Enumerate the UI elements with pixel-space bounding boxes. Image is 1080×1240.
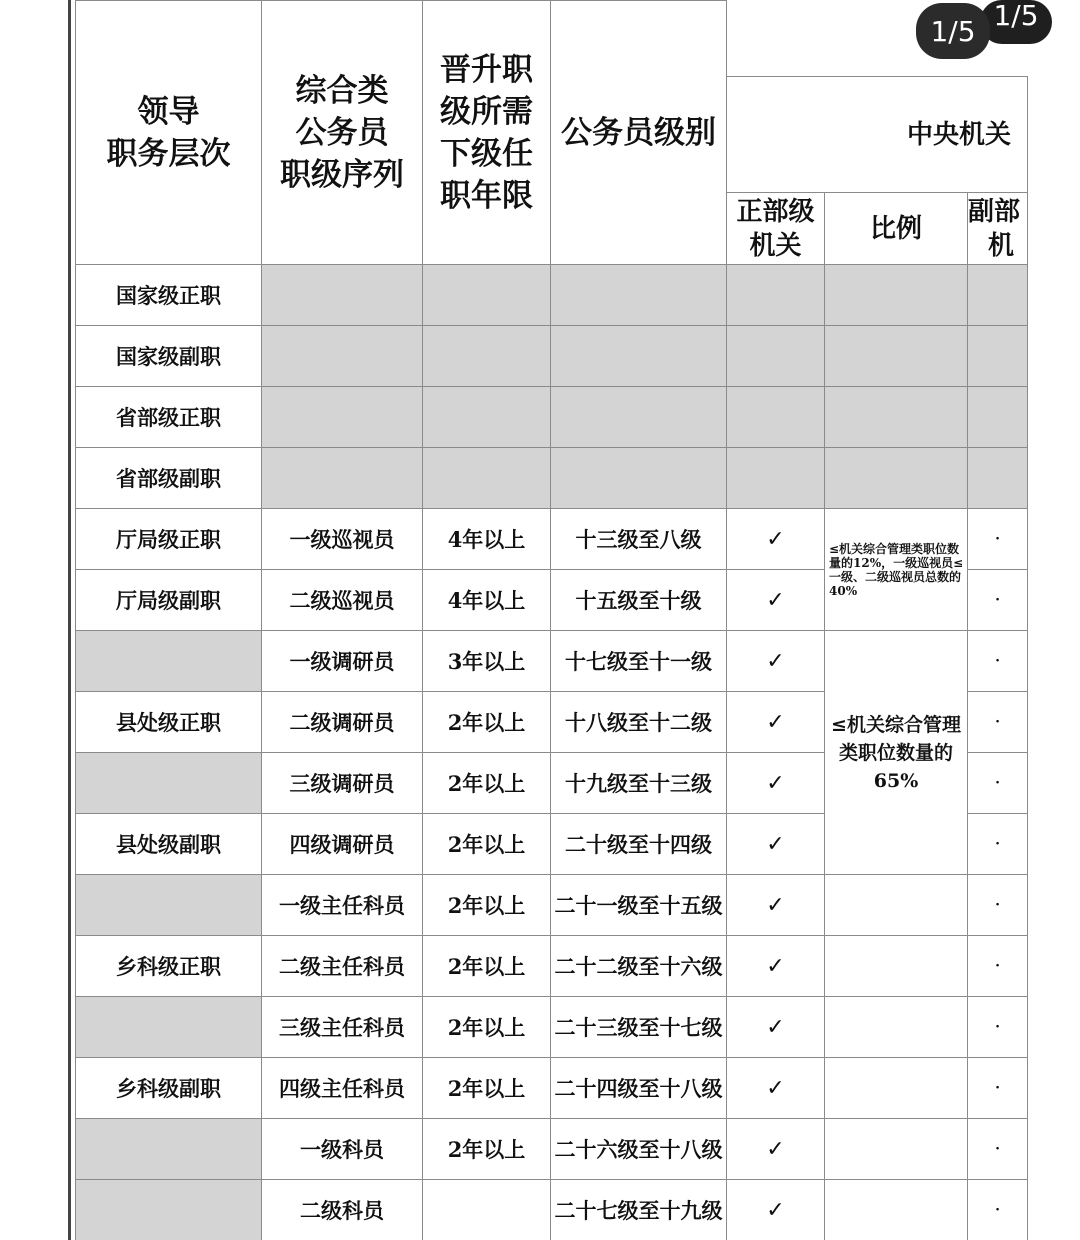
check-icon: ✓: [727, 997, 825, 1058]
cell-level: 厅局级副职: [76, 570, 262, 631]
cell-years: 4年以上: [423, 509, 551, 570]
header-vice-line2: 机: [988, 230, 1015, 261]
cell-years: 2年以上: [423, 814, 551, 875]
cell-empty: [727, 265, 825, 326]
cell-rank: 一级调研员: [262, 631, 423, 692]
cell-years: 2年以上: [423, 997, 551, 1058]
cell-ratio-empty: [825, 1119, 968, 1180]
cell-empty: [551, 448, 727, 509]
table-row: [76, 875, 1028, 936]
cell-rank: 四级调研员: [262, 814, 423, 875]
cell-grade: 二十六级至十八级: [551, 1119, 727, 1180]
header-leadership-level-line2: 职务层次: [106, 135, 231, 172]
cell-rank: 三级调研员: [262, 753, 423, 814]
cell-years: [423, 1180, 551, 1240]
cell-years: 2年以上: [423, 1119, 551, 1180]
cell-empty: [968, 265, 1028, 326]
cell-dot: ·: [968, 936, 1028, 997]
cell-rank: 一级科员: [262, 1119, 423, 1180]
check-icon: ✓: [727, 814, 825, 875]
table-row: [76, 631, 1028, 692]
header-promotion-years: [423, 1, 551, 265]
cell-rank: 一级巡视员: [262, 509, 423, 570]
cell-years: 2年以上: [423, 692, 551, 753]
cell-ratio-empty: [825, 1180, 968, 1240]
cell-empty: [825, 448, 968, 509]
check-icon: ✓: [727, 875, 825, 936]
ratio-note-2: ≤机关综合管理类职位数量的65%: [825, 631, 968, 875]
cell-level: 县处级副职: [76, 814, 262, 875]
cell-empty: [727, 448, 825, 509]
check-icon: ✓: [727, 936, 825, 997]
check-icon: ✓: [727, 631, 825, 692]
cell-level: [76, 631, 262, 692]
header-vice-ministry: [968, 193, 1028, 265]
cell-rank: 四级主任科员: [262, 1058, 423, 1119]
table-row: [76, 997, 1028, 1058]
check-icon: ✓: [727, 753, 825, 814]
cell-empty: [423, 387, 551, 448]
check-icon: ✓: [727, 692, 825, 753]
cell-dot: ·: [968, 1058, 1028, 1119]
table-row: [76, 1058, 1028, 1119]
table-row: [76, 936, 1028, 997]
cell-ratio-empty: [825, 875, 968, 936]
cell-dot: ·: [968, 631, 1028, 692]
cell-grade: 二十三级至十七级: [551, 997, 727, 1058]
cell-level: [76, 753, 262, 814]
cell-dot: ·: [968, 570, 1028, 631]
cell-rank: 三级主任科员: [262, 997, 423, 1058]
header-central-organs: 中央机关: [727, 77, 1028, 193]
header-grade: 公务员级别: [551, 1, 727, 265]
header-leadership-level-line1: 领导: [137, 93, 200, 130]
header-rank-sequence: [262, 1, 423, 265]
cell-dot: ·: [968, 692, 1028, 753]
cell-dot: ·: [968, 875, 1028, 936]
cell-dot: ·: [968, 509, 1028, 570]
header-rank-line1: 综合类: [295, 72, 389, 109]
cell-empty: [423, 265, 551, 326]
cell-years: 2年以上: [423, 1058, 551, 1119]
cell-dot: ·: [968, 997, 1028, 1058]
table-row: [76, 509, 1028, 570]
cell-empty: [968, 326, 1028, 387]
cell-level: 省部级正职: [76, 387, 262, 448]
cell-years: 4年以上: [423, 570, 551, 631]
check-icon: ✓: [727, 1058, 825, 1119]
header-years-line2: 级所需: [440, 93, 533, 130]
cell-empty: [825, 326, 968, 387]
cell-level: 县处级正职: [76, 692, 262, 753]
page-indicator-badge: 1/5: [980, 0, 1052, 44]
cell-level: 厅局级正职: [76, 509, 262, 570]
cell-empty: [262, 265, 423, 326]
cell-ratio-empty: [825, 936, 968, 997]
cell-empty: [968, 387, 1028, 448]
cell-empty: [551, 265, 727, 326]
table-row: [76, 265, 1028, 326]
cell-empty: [262, 448, 423, 509]
table-row: [76, 326, 1028, 387]
table-row: [76, 1180, 1028, 1240]
header-ministry-line2: 机关: [749, 230, 802, 261]
header-rank-line2: 公务员: [295, 114, 389, 151]
cell-rank: 二级科员: [262, 1180, 423, 1240]
ratio-note-1: ≤机关综合管理类职位数量的12%，一级巡视员≤一级、二级巡视员总数的40%: [825, 509, 968, 631]
civil-servant-rank-table: [75, 0, 1028, 1240]
cell-empty: [825, 265, 968, 326]
cell-years: 2年以上: [423, 875, 551, 936]
table-row: [76, 387, 1028, 448]
cell-years: 3年以上: [423, 631, 551, 692]
header-years-line3: 下级任: [440, 135, 533, 172]
check-icon: ✓: [727, 509, 825, 570]
cell-level: [76, 1119, 262, 1180]
check-icon: ✓: [727, 570, 825, 631]
cell-grade: 二十级至十四级: [551, 814, 727, 875]
check-icon: ✓: [727, 1180, 825, 1240]
cell-level: [76, 1180, 262, 1240]
cell-empty: [262, 387, 423, 448]
cell-grade: 十七级至十一级: [551, 631, 727, 692]
cell-ratio-empty: [825, 997, 968, 1058]
cell-level: 省部级副职: [76, 448, 262, 509]
cell-empty: [825, 387, 968, 448]
cell-level: 乡科级正职: [76, 936, 262, 997]
cell-grade: 二十一级至十五级: [551, 875, 727, 936]
cell-level: [76, 875, 262, 936]
cell-empty: [727, 326, 825, 387]
cell-grade: 二十四级至十八级: [551, 1058, 727, 1119]
header-years-line1: 晋升职: [440, 51, 533, 88]
check-icon: ✓: [727, 1119, 825, 1180]
cell-grade: 十五级至十级: [551, 570, 727, 631]
cell-level: 国家级正职: [76, 265, 262, 326]
cell-dot: ·: [968, 1119, 1028, 1180]
cell-grade: 十三级至八级: [551, 509, 727, 570]
cell-level: [76, 997, 262, 1058]
cell-empty: [262, 326, 423, 387]
cell-years: 2年以上: [423, 936, 551, 997]
cell-level: 乡科级副职: [76, 1058, 262, 1119]
cell-years: 2年以上: [423, 753, 551, 814]
header-ratio: 比例: [825, 193, 968, 265]
cell-rank: 一级主任科员: [262, 875, 423, 936]
cell-grade: 十八级至十二级: [551, 692, 727, 753]
header-years-line4: 职年限: [440, 177, 533, 214]
cell-grade: 二十七级至十九级: [551, 1180, 727, 1240]
page-indicator-badge: 1/5: [916, 3, 990, 59]
table-row: [76, 448, 1028, 509]
cell-grade: 十九级至十三级: [551, 753, 727, 814]
header-leadership-level: [76, 1, 262, 265]
cell-ratio-empty: [825, 1058, 968, 1119]
table-row: [76, 1119, 1028, 1180]
cell-empty: [551, 326, 727, 387]
cell-empty: [968, 448, 1028, 509]
cell-grade: 二十二级至十六级: [551, 936, 727, 997]
left-border-rule: [68, 0, 71, 1240]
header-vice-line1: 副部: [968, 196, 1021, 227]
header-ministry-line1: 正部级: [736, 196, 815, 227]
cell-rank: 二级主任科员: [262, 936, 423, 997]
cell-dot: ·: [968, 1180, 1028, 1240]
cell-dot: ·: [968, 753, 1028, 814]
cell-empty: [551, 387, 727, 448]
cell-rank: 二级调研员: [262, 692, 423, 753]
cell-level: 国家级副职: [76, 326, 262, 387]
cell-rank: 二级巡视员: [262, 570, 423, 631]
cell-empty: [727, 387, 825, 448]
cell-empty: [423, 326, 551, 387]
cell-empty: [423, 448, 551, 509]
header-ministry-organ: [727, 193, 825, 265]
cell-dot: ·: [968, 814, 1028, 875]
header-rank-line3: 职级序列: [280, 156, 404, 193]
